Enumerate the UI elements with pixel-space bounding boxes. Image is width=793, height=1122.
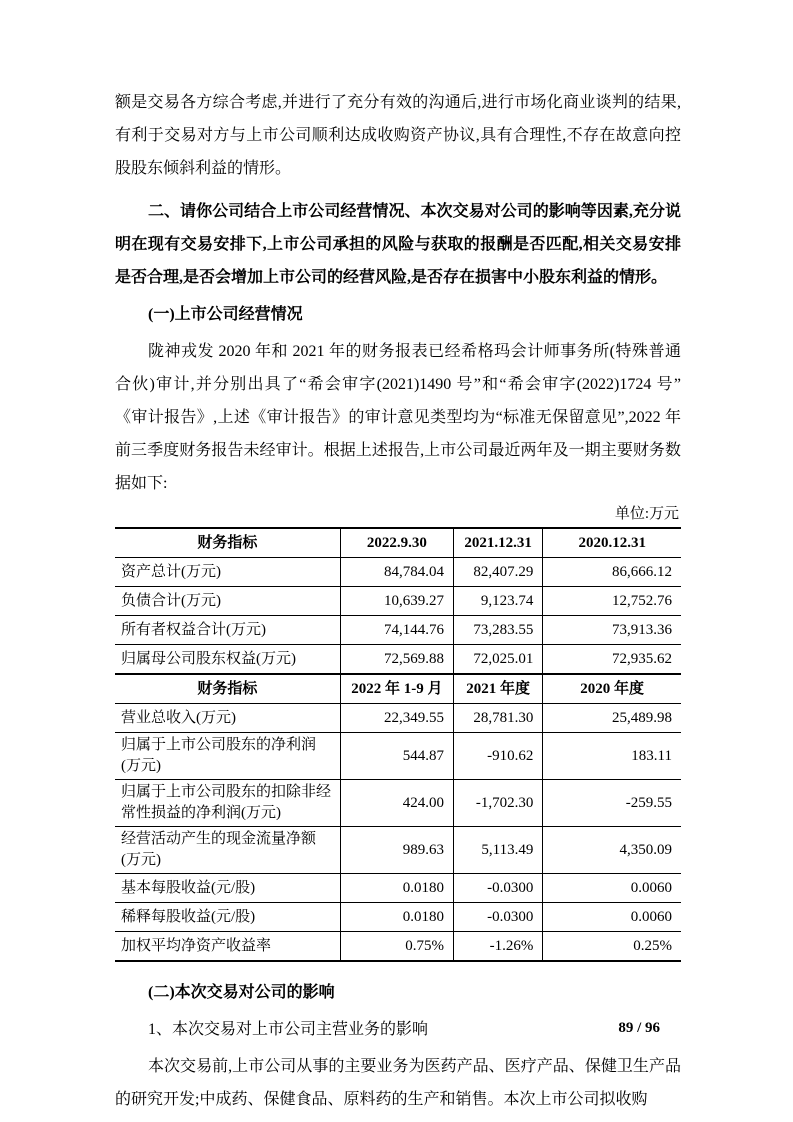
indicator-value-cell: 72,569.88 — [340, 645, 453, 675]
table-row — [115, 827, 681, 874]
indicator-name-cell: 经营活动产生的现金流量净额(万元) — [115, 827, 340, 874]
indicator-value-cell: -0.0300 — [453, 903, 542, 932]
indicator-value-cell: 86,666.12 — [543, 558, 681, 587]
indicator-value-cell: 989.63 — [340, 827, 453, 874]
sub-heading-main-business: 1、本次交易对上市公司主营业务的影响 — [148, 1021, 429, 1038]
header-period-label: 2020 年度 — [543, 674, 681, 704]
header-period-label: 2020.12.31 — [543, 528, 681, 558]
indicator-value-cell: 544.87 — [340, 733, 453, 780]
indicator-value-cell: 0.0060 — [543, 874, 681, 903]
indicator-value-cell: -1.26% — [453, 932, 542, 962]
indicator-value-cell: 0.0060 — [543, 903, 681, 932]
indicator-value-cell: 5,113.49 — [453, 827, 542, 874]
indicator-name-cell: 营业总收入(万元) — [115, 704, 340, 733]
indicator-value-cell: 22,349.55 — [340, 704, 453, 733]
financial-data-table — [115, 527, 681, 962]
header-period-label: 2021.12.31 — [453, 528, 542, 558]
table-row — [115, 903, 681, 932]
page-number: 89 / 96 — [618, 1020, 660, 1036]
indicator-value-cell: 183.11 — [543, 733, 681, 780]
indicator-value-cell: 9,123.74 — [453, 587, 542, 616]
indicator-value-cell: 73,283.55 — [453, 616, 542, 645]
indicator-value-cell: 72,935.62 — [543, 645, 681, 675]
indicator-value-cell: -0.0300 — [453, 874, 542, 903]
paragraph-continuation: 额是交易各方综合考虑,并进行了充分有效的沟通后,进行市场化商业谈判的结果,有利于交易对方与上市公司顺利达成收购资产协议,具有合理性,不存在故意向控股股东倾斜利益的情形。 — [115, 94, 681, 177]
indicator-value-cell: 10,639.27 — [340, 587, 453, 616]
paragraph-audit-report: 陇神戎发 2020 年和 2021 年的财务报表已经希格玛会计师事务所(特殊普通合伙)审计,并分别出具了“希会审字(2021)1490 号”和“希会审字(2022)1724 号” 《审计报告》,上述《审计报告》的审计意见类型均为“标准无保留意见”,2022 年前三季度财务报告未经审计。根据上述报告,上市公司最近两年及一期主要财务数据如下: — [115, 343, 681, 492]
header-period-label: 2022.9.30 — [340, 528, 453, 558]
table-unit-label: 单位:万元 — [614, 506, 679, 522]
table-header-row — [115, 674, 681, 704]
table-row — [115, 780, 681, 827]
table-row — [115, 558, 681, 587]
indicator-name-cell: 负债合计(万元) — [115, 587, 340, 616]
indicator-value-cell: 12,752.76 — [543, 587, 681, 616]
indicator-value-cell: -1,702.30 — [453, 780, 542, 827]
table-row — [115, 587, 681, 616]
indicator-value-cell: -910.62 — [453, 733, 542, 780]
table-row — [115, 733, 681, 780]
indicator-name-cell: 加权平均净资产收益率 — [115, 932, 340, 962]
indicator-value-cell: 0.75% — [340, 932, 453, 962]
table-row — [115, 616, 681, 645]
table-row — [115, 704, 681, 733]
header-indicator-label: 财务指标 — [197, 534, 258, 551]
indicator-name-cell: 归属母公司股东权益(万元) — [115, 645, 340, 675]
indicator-name-cell: 资产总计(万元) — [115, 558, 340, 587]
indicator-name-cell: 归属于上市公司股东的扣除非经常性损益的净利润(万元) — [115, 780, 340, 827]
indicator-value-cell: 25,489.98 — [543, 704, 681, 733]
header-period-label: 2021 年度 — [453, 674, 542, 704]
indicator-value-cell: 0.0180 — [340, 903, 453, 932]
indicator-value-cell: 74,144.76 — [340, 616, 453, 645]
indicator-name-cell: 归属于上市公司股东的净利润(万元) — [115, 733, 340, 780]
indicator-value-cell: 424.00 — [340, 780, 453, 827]
indicator-value-cell: 0.25% — [543, 932, 681, 962]
indicator-value-cell: 28,781.30 — [453, 704, 542, 733]
table-row — [115, 645, 681, 675]
heading-section-one: (一)上市公司经营情况 — [148, 306, 303, 323]
paragraph-question-two: 二、请你公司结合上市公司经营情况、本次交易对公司的影响等因素,充分说明在现有交易安排下,上市公司承担的风险与获取的报酬是否匹配,相关交易安排是否合理,是否会增加上市公司的经营风险,是否存在损害中小股东利益的情形。 — [115, 203, 681, 286]
indicator-value-cell: 72,025.01 — [453, 645, 542, 675]
table-header-row — [115, 528, 681, 558]
indicator-value-cell: 82,407.29 — [453, 558, 542, 587]
paragraph-business-description: 本次交易前,上市公司从事的主要业务为医药产品、医疗产品、保健卫生产品的研究开发;中成药、保健食品、原料药的生产和销售。本次上市公司拟收购 — [115, 1058, 681, 1108]
indicator-value-cell: 4,350.09 — [543, 827, 681, 874]
indicator-value-cell: 0.0180 — [340, 874, 453, 903]
header-indicator-label: 财务指标 — [115, 674, 340, 704]
indicator-name-cell: 所有者权益合计(万元) — [115, 616, 340, 645]
header-period-label: 2022 年 1-9 月 — [340, 674, 453, 704]
indicator-value-cell: -259.55 — [543, 780, 681, 827]
indicator-value-cell: 84,784.04 — [340, 558, 453, 587]
indicator-name-cell: 基本每股收益(元/股) — [115, 874, 340, 903]
table-row — [115, 874, 681, 903]
indicator-name-cell: 稀释每股收益(元/股) — [115, 903, 340, 932]
indicator-value-cell: 73,913.36 — [543, 616, 681, 645]
heading-section-two: (二)本次交易对公司的影响 — [148, 984, 335, 1001]
table-row — [115, 932, 681, 962]
